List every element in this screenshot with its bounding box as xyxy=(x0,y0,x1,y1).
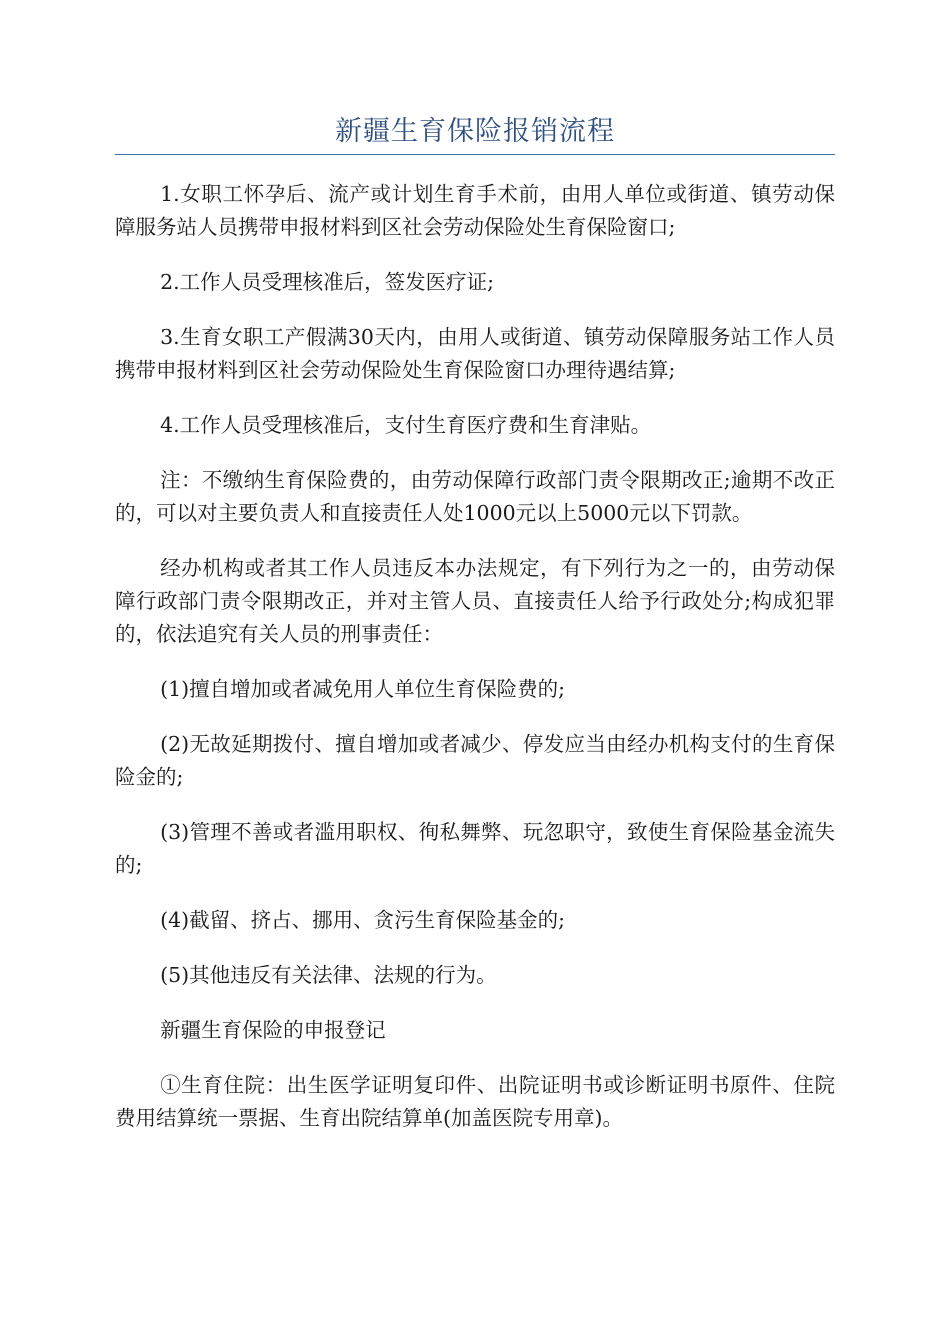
paragraph-step-2: 2.工作人员受理核准后，签发医疗证; xyxy=(160,270,495,294)
paragraph-violations-intro: 经办机构或者其工作人员违反本办法规定，有下列行为之一的，由劳动保障行政部门责令限期改正，并对主管人员、直接责任人给予行政处分;构成犯罪的，依法追究有关人员的刑事责任： xyxy=(115,556,835,646)
paragraph-registration-1: ①生育住院：出生医学证明复印件、出院证明书或诊断证明书原件、住院费用结算统一票据、生育出院结算单(加盖医院专用章)。 xyxy=(115,1073,835,1130)
title-underline xyxy=(115,154,835,155)
document-title: 新疆生育保险报销流程 xyxy=(335,116,615,147)
document-body xyxy=(115,178,835,1157)
paragraph-violation-3: (3)管理不善或者滥用职权、徇私舞弊、玩忽职守，致使生育保险基金流失的; xyxy=(115,820,835,877)
section-heading-registration: 新疆生育保险的申报登记 xyxy=(160,1018,386,1042)
paragraph-step-1: 1.女职工怀孕后、流产或计划生育手术前，由用人单位或街道、镇劳动保障服务站人员携带申报材料到区社会劳动保险处生育保险窗口; xyxy=(115,182,835,239)
paragraph-violation-1: (1)擅自增加或者减免用人单位生育保险费的; xyxy=(160,677,566,701)
paragraph-note: 注：不缴纳生育保险费的，由劳动保障行政部门责令限期改正;逾期不改正的，可以对主要负责人和直接责任人处1000元以上5000元以下罚款。 xyxy=(115,468,835,525)
paragraph-step-4: 4.工作人员受理核准后，支付生育医疗费和生育津贴。 xyxy=(160,413,652,437)
paragraph-violation-2: (2)无故延期拨付、擅自增加或者减少、停发应当由经办机构支付的生育保险金的; xyxy=(115,732,835,789)
paragraph-violation-4: (4)截留、挤占、挪用、贪污生育保险基金的; xyxy=(160,908,566,932)
paragraph-violation-5: (5)其他违反有关法律、法规的行为。 xyxy=(160,963,497,987)
paragraph-step-3: 3.生育女职工产假满30天内，由用人或街道、镇劳动保障服务站工作人员携带申报材料到区社会劳动保险处生育保险窗口办理待遇结算; xyxy=(115,325,835,382)
